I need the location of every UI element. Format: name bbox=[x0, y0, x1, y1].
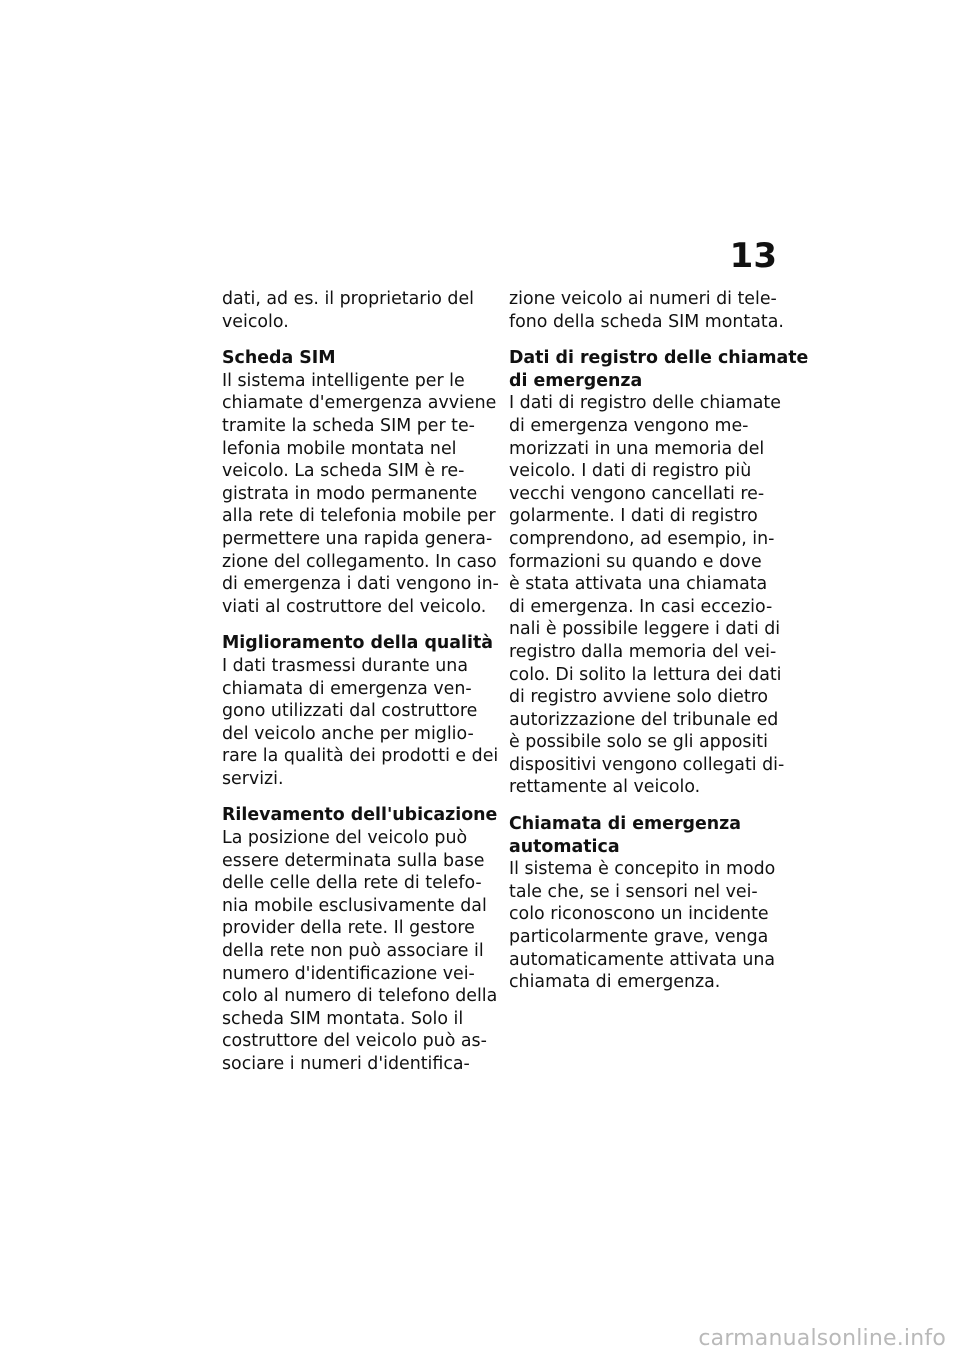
section-heading bbox=[222, 804, 498, 827]
section-miglioramento-qualita bbox=[222, 632, 499, 790]
text-line: chiamata di emergenza ven- bbox=[222, 678, 472, 699]
text-line: lefonia mobile montata nel bbox=[222, 438, 457, 459]
intro-paragraph bbox=[222, 288, 494, 333]
text-line: del veicolo anche per miglio- bbox=[222, 723, 474, 744]
text-line: chiamate d'emergenza avviene bbox=[222, 393, 497, 414]
heading-line: di emergenza bbox=[509, 370, 643, 391]
text-line: permettere una rapida genera- bbox=[222, 528, 493, 549]
text-line: viati al costruttore del veicolo. bbox=[222, 596, 487, 617]
intro-paragraph bbox=[509, 288, 784, 333]
page-number: 13 bbox=[729, 236, 777, 276]
text-line: di emergenza vengono me- bbox=[509, 415, 749, 436]
text-line: gistrata in modo permanente bbox=[222, 483, 478, 504]
section-body bbox=[222, 370, 499, 619]
heading-line: Scheda SIM bbox=[222, 348, 336, 369]
text-line: golarmente. I dati di registro bbox=[509, 506, 758, 527]
text-line: nali è possibile leggere i dati di bbox=[509, 619, 781, 640]
text-line: I dati di registro delle chiamate bbox=[509, 393, 781, 414]
text-line: vecchi vengono cancellati re- bbox=[509, 483, 765, 504]
section-body bbox=[222, 655, 499, 791]
text-line: provider della rete. Il gestore bbox=[222, 918, 475, 939]
text-line: di emergenza. In casi eccezio- bbox=[509, 596, 773, 617]
text-line: di emergenza i dati vengono in- bbox=[222, 574, 499, 595]
text-line: della rete non può associare il bbox=[222, 941, 484, 962]
heading-line: automatica bbox=[509, 836, 620, 857]
text-line: colo riconoscono un incidente bbox=[509, 904, 769, 925]
text-line: è stata attivata una chiamata bbox=[509, 574, 768, 595]
section-body bbox=[509, 858, 781, 994]
text-line: La posizione del veicolo può bbox=[222, 828, 468, 849]
text-line: particolarmente grave, venga bbox=[509, 927, 769, 948]
text-line: rettamente al veicolo. bbox=[509, 777, 701, 798]
text-line: colo al numero di telefono della bbox=[222, 986, 498, 1007]
text-line: dati, ad es. il proprietario del bbox=[222, 289, 474, 309]
text-line: servizi. bbox=[222, 768, 284, 789]
text-line: zione veicolo ai numeri di tele- bbox=[509, 289, 777, 309]
text-line: colo. Di solito la lettura dei dati bbox=[509, 664, 782, 685]
section-heading bbox=[509, 813, 781, 858]
section-scheda-sim bbox=[222, 347, 499, 618]
text-line: formazioni su quando e dove bbox=[509, 551, 762, 572]
text-line: sociare i numeri d'identifica- bbox=[222, 1054, 470, 1074]
watermark: carmanualsonline.info bbox=[698, 1326, 946, 1351]
text-line: nia mobile esclusivamente dal bbox=[222, 895, 487, 916]
text-line: alla rete di telefonia mobile per bbox=[222, 506, 496, 527]
section-heading bbox=[222, 632, 494, 655]
text-line: automaticamente attivata una bbox=[509, 949, 776, 970]
text-line: delle celle della rete di telefo- bbox=[222, 873, 482, 894]
heading-line: Rilevamento dell'ubicazione bbox=[222, 805, 498, 826]
text-line: veicolo. La scheda SIM è re- bbox=[222, 461, 465, 482]
text-line: numero d'identificazione vei- bbox=[222, 963, 475, 984]
text-line: di registro avviene solo dietro bbox=[509, 687, 769, 708]
section-heading bbox=[222, 347, 494, 370]
heading-line: Chiamata di emergenza bbox=[509, 814, 742, 835]
section-chiamata-automatica bbox=[509, 813, 781, 994]
text-line: veicolo. bbox=[222, 311, 289, 332]
right-column bbox=[509, 288, 809, 1008]
text-line: I dati trasmessi durante una bbox=[222, 655, 468, 676]
text-line: Il sistema è concepito in modo bbox=[509, 859, 776, 880]
text-line: fono della scheda SIM montata. bbox=[509, 311, 784, 332]
text-line: autorizzazione del tribunale ed bbox=[509, 709, 779, 730]
text-line: tramite la scheda SIM per te- bbox=[222, 415, 475, 436]
text-line: dispositivi vengono collegati di- bbox=[509, 754, 785, 775]
section-heading bbox=[509, 347, 809, 392]
text-line: chiamata di emergenza. bbox=[509, 972, 721, 993]
text-line: tale che, se i sensori nel vei- bbox=[509, 881, 758, 902]
section-body bbox=[509, 392, 785, 799]
text-line: comprendono, ad esempio, in- bbox=[509, 528, 775, 549]
text-line: registro dalla memoria del vei- bbox=[509, 641, 777, 662]
left-column bbox=[222, 288, 499, 1090]
text-line: Il sistema intelligente per le bbox=[222, 370, 465, 391]
heading-line: Dati di registro delle chiamate bbox=[509, 348, 809, 369]
text-line: scheda SIM montata. Solo il bbox=[222, 1008, 464, 1029]
section-body bbox=[222, 827, 498, 1076]
text-line: essere determinata sulla base bbox=[222, 850, 485, 871]
text-line: zione del collegamento. In caso bbox=[222, 551, 497, 572]
text-line: morizzati in una memoria del bbox=[509, 438, 765, 459]
text-line: costruttore del veicolo può as- bbox=[222, 1031, 487, 1052]
text-line: veicolo. I dati di registro più bbox=[509, 461, 752, 482]
section-dati-registro bbox=[509, 347, 809, 799]
text-line: gono utilizzati dal costruttore bbox=[222, 701, 478, 722]
section-rilevamento-ubicazione bbox=[222, 804, 498, 1075]
text-line: rare la qualità dei prodotti e dei bbox=[222, 746, 499, 767]
text-line: è possibile solo se gli appositi bbox=[509, 732, 768, 753]
heading-line: Miglioramento della qualità bbox=[222, 633, 493, 654]
